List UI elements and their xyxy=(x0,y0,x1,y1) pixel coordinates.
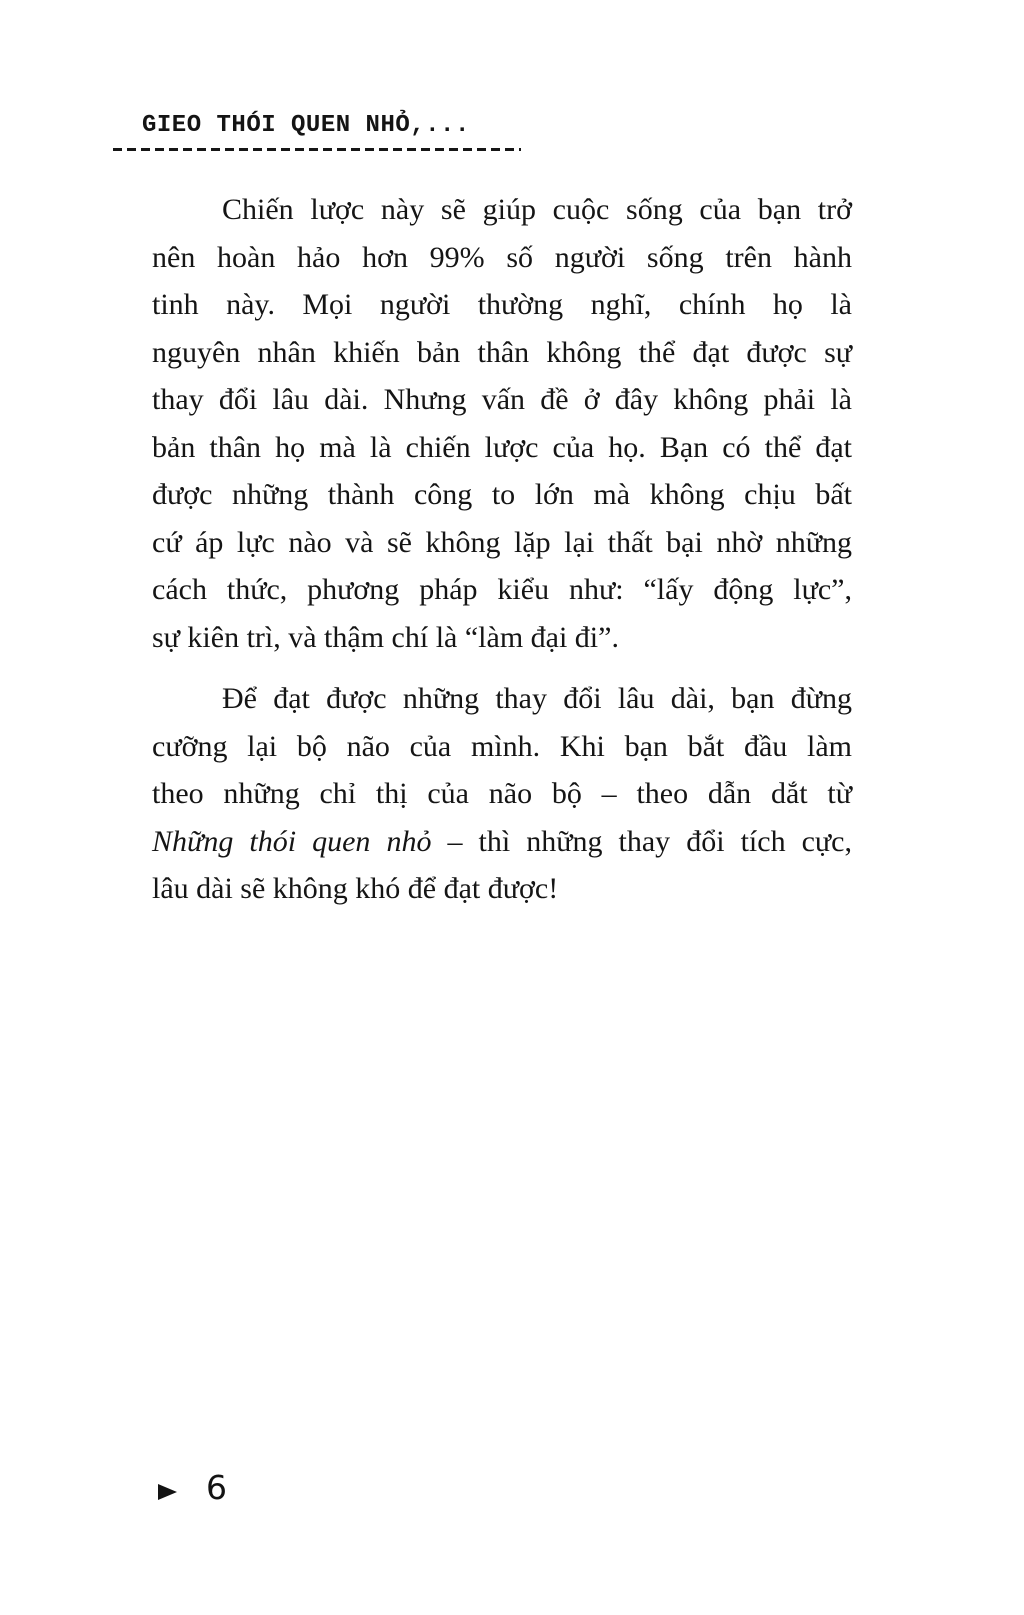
text-segment: – thì những thay đổi tích cực, xyxy=(431,824,853,858)
paragraph xyxy=(152,186,852,661)
text-line xyxy=(152,329,852,377)
body-text xyxy=(152,186,852,913)
text-line xyxy=(152,614,852,662)
text-line xyxy=(152,376,852,424)
text-segment: nguyên nhân khiến bản thân không thể đạt được sự xyxy=(152,335,852,369)
text-segment-italic: Những thói quen nhỏ xyxy=(152,824,432,858)
text-segment: cứ áp lực nào và sẽ không lặp lại thất bại nhờ những xyxy=(152,525,852,559)
text-segment: lâu dài sẽ không khó để đạt được! xyxy=(152,872,559,905)
text-segment: được những thành công to lớn mà không chịu bất xyxy=(152,478,852,511)
page-number: 6 xyxy=(206,1468,227,1507)
text-line xyxy=(152,471,852,519)
text-segment: Chiến lược này sẽ giúp cuộc sống của bạn trở xyxy=(222,193,852,226)
text-segment: tinh này. Mọi người thường nghĩ, chính họ là xyxy=(152,288,852,321)
text-line xyxy=(152,818,852,866)
text-line xyxy=(152,186,852,234)
text-segment: thay đổi lâu dài. Nhưng vấn đề ở đây không phải là xyxy=(152,383,852,416)
text-segment: theo những chỉ thị của não bộ – theo dẫn dắt từ xyxy=(152,777,852,810)
text-line xyxy=(152,566,852,614)
text-segment: cưỡng lại bộ não của mình. Khi bạn bắt đầu làm xyxy=(152,729,852,763)
right-triangle-icon xyxy=(158,1484,177,1500)
text-line xyxy=(152,281,852,329)
text-segment: sự kiên trì, và thậm chí là “làm đại đi”. xyxy=(152,620,619,654)
text-line xyxy=(152,424,852,472)
dashed-divider xyxy=(113,148,521,151)
paragraph xyxy=(152,675,852,913)
text-segment: Để đạt được những thay đổi lâu dài, bạn đừng xyxy=(222,682,852,715)
text-segment: nên hoàn hảo hơn 99% số người sống trên hành xyxy=(152,240,852,274)
text-line xyxy=(152,519,852,567)
text-line xyxy=(152,865,852,913)
text-segment: cách thức, phương pháp kiểu như: “lấy động lực”, xyxy=(152,573,852,606)
running-title: GIEO THÓI QUEN NHỎ,... xyxy=(142,112,470,139)
text-line xyxy=(152,234,852,282)
text-line xyxy=(152,770,852,818)
text-line xyxy=(152,723,852,771)
text-line xyxy=(152,675,852,723)
text-segment: bản thân họ mà là chiến lược của họ. Bạn có thể đạt xyxy=(152,430,852,464)
